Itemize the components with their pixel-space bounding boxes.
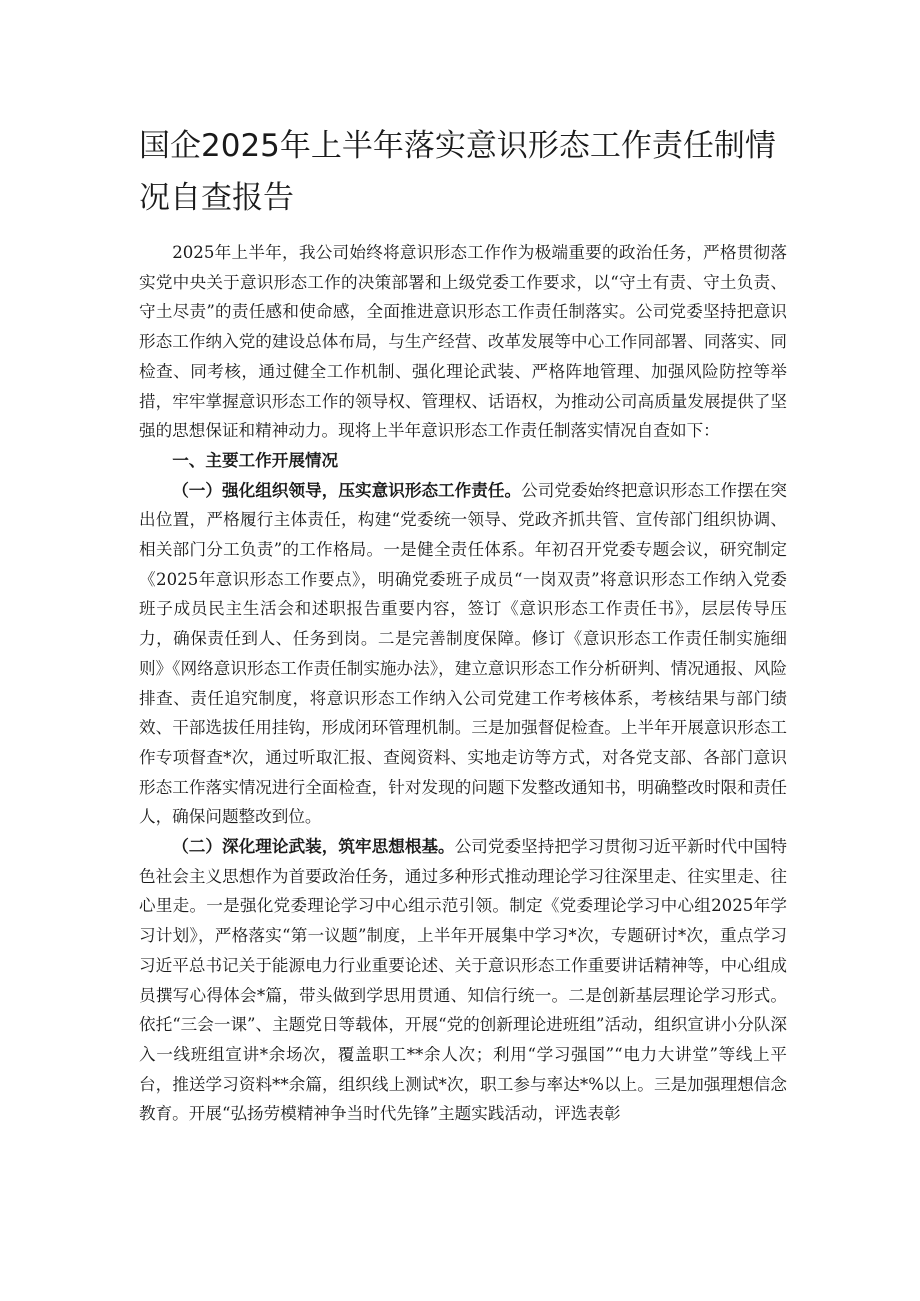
subsection-2-text: 公司党委坚持把学习贯彻习近平新时代中国特色社会主义思想作为首要政治任务，通过多种形式推动理论学习往深里走、往实里走、往心里走。一是强化党委理论学习中心组示范引领。制定《党委理论学习中心组2025年学习计划》，严格落实“第一议题”制度，上半年开展集中学习*次，专题研讨*次，重点学习习近平总书记关于能源电力行业重要论述、关于意识形态工作重要讲话精神等，中心组成员撰写心得体会*篇，带头做到学思用贯通、知信行统一。二是创新基层理论学习形式。依托“三会一课”、主题党日等载体，开展“党的创新理论进班组”活动，组织宣讲小分队深入一线班组宣讲*余场次，覆盖职工**余人次；利用“学习强国”“电力大讲堂”等线上平台，推送学习资料**余篇，组织线上测试*次，职工参与率达*%以上。三是加强理想信念教育。开展“弘扬劳模精神争当时代先锋”主题实践活动，评选表彰 xyxy=(139,837,788,1124)
document-title: 国企2025年上半年落实意识形态工作责任制情况自查报告 xyxy=(139,128,776,216)
subsection-1-text: 公司党委始终把意识形态工作摆在突出位置，严格履行主体责任，构建“党委统一领导、党政齐抓共管、宣传部门组织协调、相关部门分工负责”的工作格局。一是健全责任体系。年初召开党委专题会议，研究制定《2025年意识形态工作要点》，明确党委班子成员“一岗双责”将意识形态工作纳入党委班子成员民主生活会和述职报告重要内容，签订《意识形态工作责任书》，层层传导压力，确保责任到人、任务到岗。二是完善制度保障。修订《意识形态工作责任制实施细则》《网络意识形态工作责任制实施办法》，建立意识形态工作分析研判、情况通报、风险排查、责任追究制度，将意识形态工作纳入公司党建工作考核体系，考核结果与部门绩效、干部选拔任用挂钩，形成闭环管理机制。三是加强督促检查。上半年开展意识形态工作专项督查*次，通过听取汇报、查阅资料、实地走访等方式，对各党支部、各部门意识形态工作落实情况进行全面检查，针对发现的问题下发整改通知书，明确整改时限和责任人，确保问题整改到位。 xyxy=(139,480,788,827)
subsection-1-paragraph xyxy=(139,476,787,832)
subsection-2-paragraph xyxy=(139,832,787,1129)
intro-paragraph: 2025年上半年，我公司始终将意识形态工作作为极端重要的政治任务，严格贯彻落实党中央关于意识形态工作的决策部署和上级党委工作要求，以“守土有责、守土负责、守土尽责”的责任感和使命感，全面推进意识形态工作责任制落实。公司党委坚持把意识形态工作纳入党的建设总体布局，与生产经营、改革发展等中心工作同部署、同落实、同检查、同考核，通过健全工作机制、强化理论武装、严格阵地管理、加强风险防控等举措，牢牢掌握意识形态工作的领导权、管理权、话语权，为推动公司高质量发展提供了坚强的思想保证和精神动力。现将上半年意识形态工作责任制落实情况自查如下： xyxy=(139,243,787,441)
document-body xyxy=(139,238,787,1129)
subsection-2-lead: （二）深化理论武装，筑牢思想根基。 xyxy=(172,837,455,857)
section-heading: 一、主要工作开展情况 xyxy=(172,450,339,470)
subsection-1-lead: （一）强化组织领导，压实意识形态工作责任。 xyxy=(172,480,522,500)
